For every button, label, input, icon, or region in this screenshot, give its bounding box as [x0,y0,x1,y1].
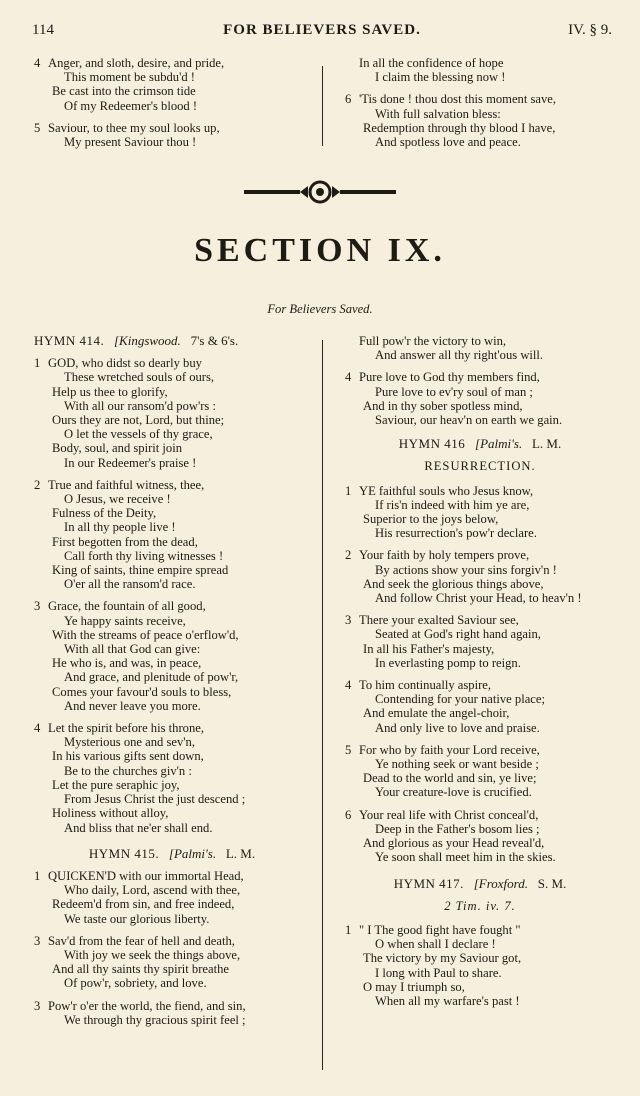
verse-line [34,506,310,520]
verse-text: And grace, and plenitude of pow'r, [64,670,239,685]
verse-text: And only live to love and praise. [375,720,540,735]
stanza [345,923,615,1008]
verse-line [34,628,310,642]
verse-line [34,577,310,591]
hymn-number: HYMN 416 [398,436,466,452]
verse-text: YE faithful souls who Jesus know, [359,483,534,498]
verse-text: In his various gifts sent down, [52,749,204,764]
verse-number: 4 [345,678,352,693]
verse-number: 6 [345,92,352,107]
verse-line [34,749,310,763]
verse-line [34,642,310,656]
left-column [34,334,310,1035]
verse-line [34,1013,310,1027]
verse-text: Your creature-love is crucified. [375,785,532,800]
verse-text: Contending for your native place; [375,692,545,707]
hymn-416-subhead: RESURRECTION. [424,459,536,474]
stanza [34,869,310,926]
verse-number: 5 [345,742,352,757]
section-subtitle: For Believers Saved. [267,302,373,316]
verse-line [34,962,310,976]
verse-text: In all thy people live ! [64,520,176,535]
verse-text: With full salvation bless: [375,106,501,121]
verse-line [34,792,310,806]
verse-line [345,512,615,526]
verse-text: Pure love to ev'ry soul of man ; [375,384,533,399]
verse-text: And follow Christ your Head, to heav'n ! [375,591,582,606]
metre: L. M. [531,436,562,452]
verse-line [345,951,615,965]
verse-text: And never leave you more. [64,698,201,713]
verse-text: Grace, the fountain of all good, [48,599,206,614]
verse-line [345,135,615,149]
verse-line [345,334,615,348]
verse-line [34,897,310,911]
verse-text: He who is, and was, in peace, [52,656,202,671]
verse-line [34,441,310,455]
verse-line [345,656,615,670]
verse-text: In everlasting pomp to reign. [375,655,521,670]
verse-line [345,980,615,994]
verse-text: Your real life with Christ conceal'd, [359,807,539,822]
verse-line [345,822,615,836]
verse-text: And spotless love and peace. [375,135,521,150]
verse-text: Pow'r o'er the world, the fiend, and sin, [48,998,246,1013]
verse-line [34,934,310,948]
verse-line [345,850,615,864]
verse-text: 'Tis done ! thou dost this moment save, [359,92,557,107]
verse-text: In all the confidence of hope [359,56,504,70]
verse-line [34,121,310,135]
verse-line [345,107,615,121]
verse-line [34,778,310,792]
verse-number: 1 [345,922,352,937]
verse-line [345,484,615,498]
verse-line [345,692,615,706]
verse-line [345,348,615,362]
verse-text: True and faithful witness, thee, [48,477,205,492]
verse-line [34,99,310,113]
hymn-number: HYMN 415. [88,845,160,861]
verse-text: From Jesus Christ the just descend ; [64,792,246,807]
verse-line [34,883,310,897]
stanza [345,743,615,800]
verse-number: 3 [34,998,41,1013]
verse-text: Full pow'r the victory to win, [359,334,507,348]
verse-text: We through thy gracious spirit feel ; [64,1012,246,1027]
verse-text: With the streams of peace o'erflow'd, [52,627,239,642]
stanza [345,484,615,541]
verse-line [345,808,615,822]
verse-text: With all our ransom'd pow'rs : [64,398,216,413]
tune-name: [Palmi's. [168,845,217,861]
verse-line [345,526,615,540]
verse-line [34,427,310,441]
verse-number: 1 [345,483,352,498]
hymn-415-continued [345,334,615,427]
verse-line [34,721,310,735]
tune-name: [Palmi's. [475,436,523,452]
verse-text: In all his Father's majesty, [363,641,495,656]
verse-line [345,413,615,427]
hymn-414-heading [34,334,310,348]
verse-text: O may I triumph so, [363,979,465,994]
verse-line [34,599,310,613]
verse-text: When all my warfare's past ! [375,993,520,1008]
verse-text: King of saints, thine empire spread [52,563,229,578]
stanza [345,808,615,865]
verse-line [345,743,615,757]
verse-line [345,627,615,641]
verse-text: Mysterious one and sev'n, [64,735,195,750]
verse-line [34,478,310,492]
verse-text: Ye nothing seek or want beside ; [375,757,539,772]
verse-text: QUICKEN'D with our immortal Head, [48,868,244,883]
verse-text: Of pow'r, sobriety, and love. [64,976,207,991]
hymn-417-stanzas [345,923,615,1008]
verse-text: Let the spirit before his throne, [48,721,204,736]
verse-text: Redemption through thy blood I have, [363,120,556,135]
verse-text: Ye soon shall meet him in the skies. [375,850,556,865]
verse-line [345,757,615,771]
verse-text: Comes your favour'd souls to bless, [52,684,232,699]
verse-line [345,370,615,384]
stanza [34,999,310,1027]
verse-line [34,656,310,670]
verse-line [34,976,310,990]
verse-number: 3 [34,933,41,948]
stanza [34,478,310,592]
verse-text: Pure love to God thy members find, [359,370,540,385]
tune-name: [Kingswood. [113,333,181,348]
verse-line [345,385,615,399]
verse-line [345,498,615,512]
metre: S. M. [537,875,567,891]
top-left-stanzas [34,56,310,157]
stanza [345,613,615,670]
verse-line [34,999,310,1013]
running-header [32,22,612,42]
verse-line [34,70,310,84]
verse-line [345,613,615,627]
verse-line [34,84,310,98]
verse-line [345,785,615,799]
verse-text: His resurrection's pow'r declare. [375,526,537,541]
verse-number: 2 [345,548,352,563]
verse-line [34,821,310,835]
right-column [345,334,615,1016]
verse-line [345,771,615,785]
hymn-415-heading [34,847,310,861]
verse-text: First begotten from the dead, [52,534,198,549]
verse-text: The victory by my Saviour got, [363,951,522,966]
verse-line [345,706,615,720]
verse-text: Ours they are not, Lord, but thine; [52,413,225,428]
verse-line [34,535,310,549]
hymn-number: HYMN 414. [34,333,105,348]
verse-line [345,836,615,850]
verse-number: 4 [34,56,41,70]
verse-text: O'er all the ransom'd race. [64,577,196,592]
stanza [34,56,310,113]
verse-line [34,670,310,684]
stanza [345,56,615,84]
verse-text: We taste our glorious liberty. [64,911,210,926]
verse-line [345,399,615,413]
top-right-stanzas [345,56,615,157]
verse-line [34,563,310,577]
metre: L. M. [225,845,256,861]
verse-text: Your faith by holy tempers prove, [359,548,530,563]
verse-line [34,699,310,713]
verse-text: There your exalted Saviour see, [359,613,519,628]
verse-number: 2 [34,477,41,492]
verse-line [34,356,310,370]
hymn-415-stanzas [34,869,310,1027]
verse-text: And emulate the angel-choir, [363,706,510,721]
verse-text: Dead to the world and sin, ye live; [363,771,537,786]
verse-text: To him continually aspire, [359,678,492,693]
verse-line [345,642,615,656]
verse-text: Ye happy saints receive, [64,613,186,628]
verse-number: 4 [34,721,41,736]
verse-text: My present Saviour thou ! [64,135,197,150]
hymn-416-stanzas [345,484,615,865]
verse-line [345,577,615,591]
verse-line [34,549,310,563]
verse-line [345,994,615,1008]
verse-line [34,735,310,749]
hymn-416-heading [345,437,615,451]
verse-line [345,121,615,135]
verse-line [34,520,310,534]
verse-text: And seek the glorious things above, [363,576,544,591]
stanza [345,548,615,605]
stanza [345,370,615,427]
verse-number: 4 [345,370,352,385]
verse-line [34,135,310,149]
hymn-number: HYMN 417. [393,875,464,891]
stanza [34,356,310,470]
verse-text: Be to the churches giv'n : [64,763,192,778]
verse-number: 6 [345,807,352,822]
verse-number: 3 [345,613,352,628]
verse-text: O when shall I declare ! [375,937,496,952]
verse-line [34,614,310,628]
hymn-417-subhead: 2 Tim. iv. 7. [444,898,516,913]
verse-number: 5 [34,120,41,135]
verse-line [345,92,615,106]
verse-line [345,937,615,951]
verse-line [34,385,310,399]
stanza [345,334,615,362]
verse-line [345,966,615,980]
stanza [345,678,615,735]
stanza [345,92,615,149]
verse-text: This moment be subdu'd ! [64,70,195,85]
verse-number: 1 [34,356,41,371]
verse-text: Superior to the joys below, [363,512,499,527]
verse-line [345,678,615,692]
verse-text: And all thy saints thy spirit breathe [52,962,229,977]
page-number: 114 [32,22,54,38]
verse-text: Anger, and sloth, desire, and pride, [48,56,225,70]
verse-line [34,456,310,470]
verse-text: Let the pure seraphic joy, [52,777,180,792]
verse-line [345,56,615,70]
verse-text: Deep in the Father's bosom lies ; [375,821,540,836]
verse-text: With joy we seek the things above, [64,947,241,962]
hymn-417-heading [345,877,615,891]
verse-line [34,764,310,778]
verse-line [34,492,310,506]
verse-text: O let the vessels of thy grace, [64,427,213,442]
verse-text: Who daily, Lord, ascend with thee, [64,883,241,898]
verse-line [345,70,615,84]
verse-text: These wretched souls of ours, [64,370,215,385]
verse-text: And answer all thy right'ous will. [375,348,544,363]
section-reference: IV. § 9. [568,22,612,38]
verse-text: Redeem'd from sin, and free indeed, [52,897,235,912]
verse-text: Of my Redeemer's blood ! [64,98,198,113]
verse-text: Sav'd from the fear of hell and death, [48,933,235,948]
verse-line [345,548,615,562]
stanza [34,121,310,149]
stanza [34,721,310,835]
verse-text: And in thy sober spotless mind, [363,398,523,413]
verse-text: For who by faith your Lord receive, [359,742,540,757]
verse-line [34,56,310,70]
verse-text: Call forth thy living witnesses ! [64,548,224,563]
verse-line [34,399,310,413]
top-column-rule [322,66,323,146]
verse-line [34,912,310,926]
verse-text: By actions show your sins forgiv'n ! [375,562,557,577]
verse-line [34,869,310,883]
hymn-414-stanzas [34,356,310,835]
verse-text: GOD, who didst so dearly buy [48,356,202,371]
main-column-rule [322,340,323,1070]
verse-line [345,591,615,605]
verse-text: Holiness without alloy, [52,806,169,821]
verse-line [345,563,615,577]
verse-number: 3 [34,599,41,614]
stanza [34,599,310,713]
verse-text: Seated at God's right hand again, [375,627,541,642]
verse-text: And bliss that ne'er shall end. [64,820,213,835]
verse-line [34,685,310,699]
running-title: FOR BELIEVERS SAVED. [223,22,421,38]
tune-name: [Froxford. [473,875,528,891]
verse-text: And glorious as your Head reveal'd, [363,836,545,851]
verse-text: Help us thee to glorify, [52,384,168,399]
verse-number: 1 [34,868,41,883]
verse-line [34,806,310,820]
verse-line [34,948,310,962]
metre: 7's & 6's. [190,333,239,348]
verse-text: Saviour, to thee my soul looks up, [48,120,220,135]
verse-line [34,413,310,427]
verse-text: I claim the blessing now ! [375,70,506,85]
verse-text: Be cast into the crimson tide [52,84,196,99]
verse-text: I long with Paul to share. [375,965,502,980]
stanza [34,934,310,991]
section-title: SECTION IX. [194,232,446,269]
verse-text: Fulness of the Deity, [52,506,157,521]
verse-text: With all that God can give: [64,642,201,657]
verse-line [345,923,615,937]
verse-text: In our Redeemer's praise ! [64,455,197,470]
ornamental-divider [240,180,400,204]
verse-text: Body, soul, and spirit join [52,441,183,456]
verse-text: If ris'n indeed with him ye are, [375,497,530,512]
verse-line [345,721,615,735]
verse-text: Saviour, our heav'n on earth we gain. [375,413,563,428]
verse-line [34,370,310,384]
verse-text: " I The good fight have fought " [359,922,521,937]
verse-text: O Jesus, we receive ! [64,492,171,507]
